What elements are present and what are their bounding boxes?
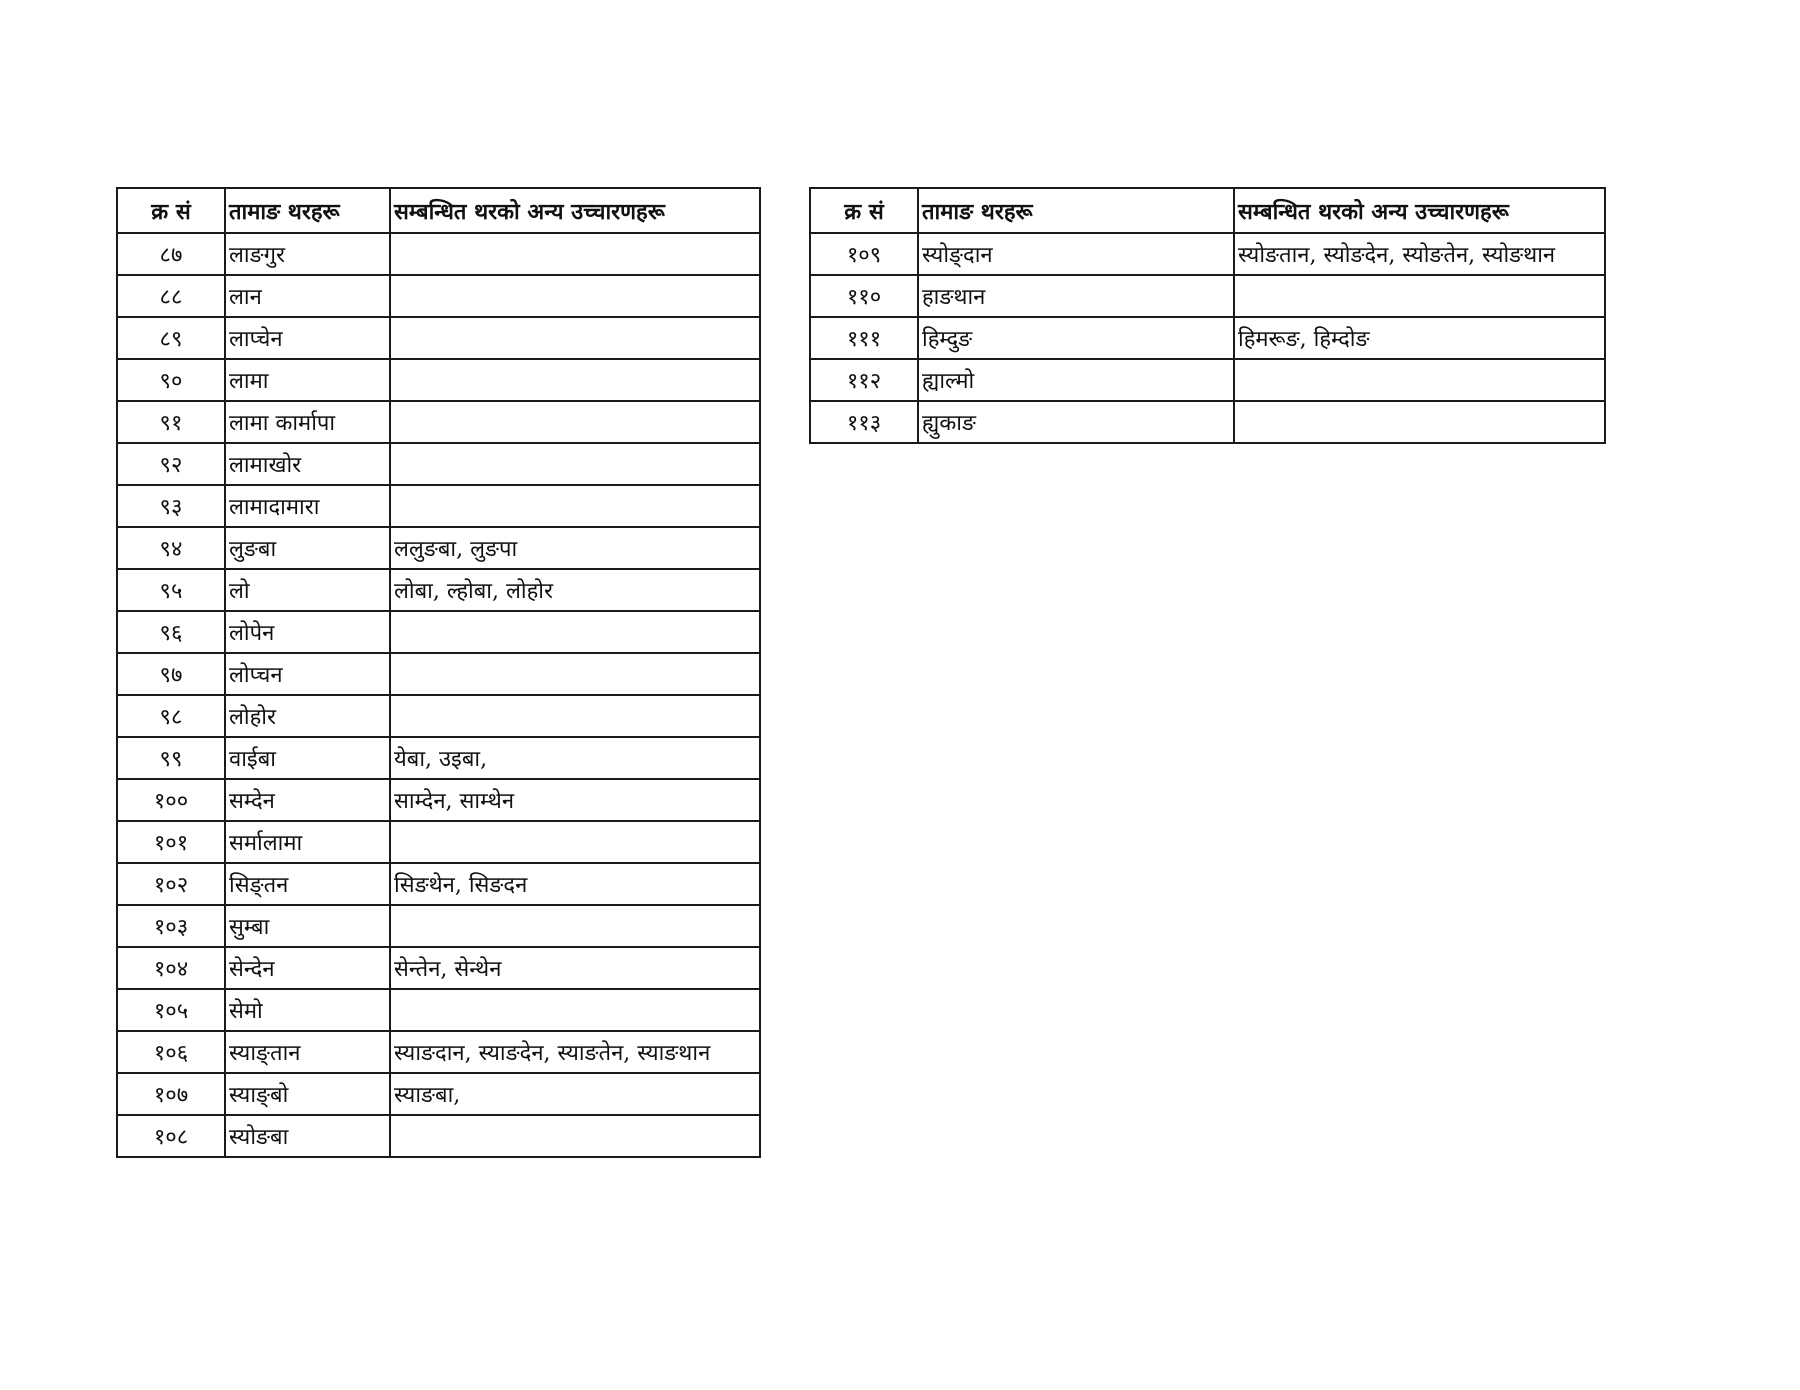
cell-serial: ९३ (117, 485, 225, 527)
header-serial: क्र सं (810, 188, 918, 233)
cell-surname: सिङ्तन (225, 863, 390, 905)
table-row (117, 737, 760, 779)
cell-variants: ललुङबा, लुङपा (390, 527, 760, 569)
cell-surname: सेन्देन (225, 947, 390, 989)
table-row (117, 485, 760, 527)
cell-surname: सेमो (225, 989, 390, 1031)
cell-variants (390, 401, 760, 443)
cell-serial: ८८ (117, 275, 225, 317)
cell-surname: सुम्बा (225, 905, 390, 947)
header-surname: तामाङ थरहरू (225, 188, 390, 233)
cell-variants: सिङथेन, सिङदन (390, 863, 760, 905)
cell-surname: लोप्चन (225, 653, 390, 695)
table-row (117, 1115, 760, 1157)
cell-variants (390, 443, 760, 485)
cell-serial: १०४ (117, 947, 225, 989)
cell-serial: ११२ (810, 359, 918, 401)
cell-surname: लाप्चेन (225, 317, 390, 359)
cell-serial: ९६ (117, 611, 225, 653)
table-row (117, 233, 760, 275)
table-row (117, 1031, 760, 1073)
cell-variants (390, 485, 760, 527)
cell-variants (1234, 275, 1605, 317)
cell-serial: ११० (810, 275, 918, 317)
table-row (117, 569, 760, 611)
table-row (117, 989, 760, 1031)
cell-serial: ९८ (117, 695, 225, 737)
cell-variants (390, 611, 760, 653)
table-row (117, 1073, 760, 1115)
cell-surname: हाङथान (918, 275, 1234, 317)
cell-serial: ९१ (117, 401, 225, 443)
header-variants: सम्बन्धित थरको अन्य उच्चारणहरू (390, 188, 760, 233)
cell-serial: १०७ (117, 1073, 225, 1115)
cell-surname: लुङबा (225, 527, 390, 569)
cell-surname: लो (225, 569, 390, 611)
cell-serial: ९७ (117, 653, 225, 695)
cell-serial: ११३ (810, 401, 918, 443)
cell-variants: स्याङदान, स्याङदेन, स्याङतेन, स्याङथान (390, 1031, 760, 1073)
cell-variants (390, 275, 760, 317)
cell-surname: स्योङ्दान (918, 233, 1234, 275)
cell-variants (390, 233, 760, 275)
cell-serial: १०० (117, 779, 225, 821)
cell-variants: स्योङतान, स्योङदेन, स्योङतेन, स्योङथान (1234, 233, 1605, 275)
table-row (117, 863, 760, 905)
table-row (810, 359, 1605, 401)
header-serial: क्र सं (117, 188, 225, 233)
cell-serial: ९० (117, 359, 225, 401)
cell-serial: ९२ (117, 443, 225, 485)
surname-table-right (809, 187, 1606, 444)
table-row (117, 653, 760, 695)
cell-serial: १०५ (117, 989, 225, 1031)
cell-surname: स्याङ्बो (225, 1073, 390, 1115)
cell-variants (390, 359, 760, 401)
cell-surname: हिम्दुङ (918, 317, 1234, 359)
cell-variants: येबा, उइबा, (390, 737, 760, 779)
table-row (117, 527, 760, 569)
table-row (117, 947, 760, 989)
cell-surname: लोहोर (225, 695, 390, 737)
table-row (117, 611, 760, 653)
table-row (117, 905, 760, 947)
cell-variants (1234, 401, 1605, 443)
table-row (117, 779, 760, 821)
table-row (117, 821, 760, 863)
cell-surname: सर्मालामा (225, 821, 390, 863)
cell-serial: ९४ (117, 527, 225, 569)
cell-surname: लामा कार्मापा (225, 401, 390, 443)
cell-surname: ह्युकाङ (918, 401, 1234, 443)
cell-surname: लाङगुर (225, 233, 390, 275)
cell-variants: लोबा, ल्होबा, लोहोर (390, 569, 760, 611)
cell-serial: १०२ (117, 863, 225, 905)
table-row (810, 233, 1605, 275)
table-row (810, 275, 1605, 317)
cell-serial: १०६ (117, 1031, 225, 1073)
cell-serial: ९९ (117, 737, 225, 779)
table-row (117, 695, 760, 737)
cell-surname: ह्याल्मो (918, 359, 1234, 401)
cell-serial: १०९ (810, 233, 918, 275)
cell-variants (1234, 359, 1605, 401)
cell-variants (390, 989, 760, 1031)
cell-variants (390, 653, 760, 695)
cell-surname: स्योङबा (225, 1115, 390, 1157)
cell-surname: वाईबा (225, 737, 390, 779)
cell-surname: लामादामारा (225, 485, 390, 527)
header-variants: सम्बन्धित थरको अन्य उच्चारणहरू (1234, 188, 1605, 233)
header-row (810, 188, 1605, 233)
header-row (117, 188, 760, 233)
cell-surname: लान (225, 275, 390, 317)
cell-surname: लामा (225, 359, 390, 401)
table-row (117, 443, 760, 485)
cell-serial: १०१ (117, 821, 225, 863)
cell-serial: १०३ (117, 905, 225, 947)
cell-surname: स्याङ्तान (225, 1031, 390, 1073)
cell-variants: स्याङबा, (390, 1073, 760, 1115)
cell-surname: सम्देन (225, 779, 390, 821)
cell-variants (390, 317, 760, 359)
cell-serial: १०८ (117, 1115, 225, 1157)
table-row (117, 401, 760, 443)
cell-surname: लामाखोर (225, 443, 390, 485)
cell-surname: लोपेन (225, 611, 390, 653)
cell-variants (390, 821, 760, 863)
cell-variants (390, 695, 760, 737)
cell-variants: सेन्तेन, सेन्थेन (390, 947, 760, 989)
header-surname: तामाङ थरहरू (918, 188, 1234, 233)
cell-variants: हिमरूङ, हिम्दोङ (1234, 317, 1605, 359)
table-row (117, 317, 760, 359)
cell-variants: साम्देन, साम्थेन (390, 779, 760, 821)
cell-serial: ८७ (117, 233, 225, 275)
cell-serial: ८९ (117, 317, 225, 359)
surname-table-left (116, 187, 761, 1158)
table-row (117, 359, 760, 401)
cell-variants (390, 1115, 760, 1157)
table-row (810, 401, 1605, 443)
cell-variants (390, 905, 760, 947)
cell-serial: १११ (810, 317, 918, 359)
cell-serial: ९५ (117, 569, 225, 611)
table-row (117, 275, 760, 317)
table-row (810, 317, 1605, 359)
